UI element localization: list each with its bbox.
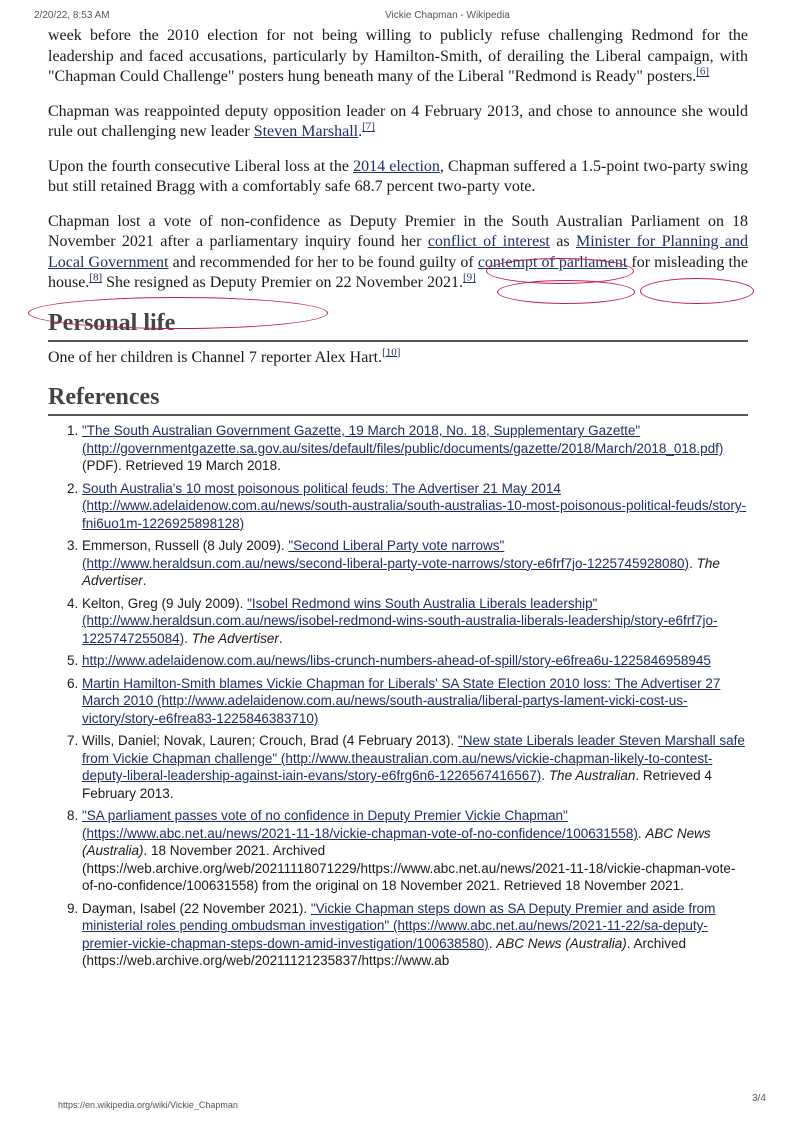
reference-text: Dayman, Isabel (22 November 2021). — [82, 900, 311, 916]
references-list — [48, 422, 748, 970]
link-conflict-of-interest[interactable]: conflict of interest — [427, 233, 550, 250]
paragraph-text: for misleading the house. — [48, 253, 748, 291]
reference-publisher: ABC News (Australia) — [496, 935, 627, 951]
reference-text: . — [541, 768, 549, 783]
citation-9[interactable]: [9] — [462, 271, 476, 284]
paragraph-personal — [48, 348, 748, 369]
print-title: Vickie Chapman - Wikipedia — [385, 10, 510, 21]
reference-link[interactable]: "Vickie Chapman steps down as SA Deputy Premier and aside from ministerial roles pending ombudsman investigation" (https://www.abc.net.au/news/2021-11-22/sa-deputy-premier-vickie-chapman-steps-down-amid-investigation/100638580) — [82, 900, 716, 951]
citation-6[interactable]: [6] — [696, 65, 710, 78]
paragraph-text: as — [549, 233, 576, 250]
reference-link[interactable]: Martin Hamilton-Smith blames Vickie Chapman for Liberals' SA State Election 2010 loss: The Advertiser 27 March 2010 (http://www.adelaidenow.com.au/news/south-australia/liberal-partys-lament-vicki-cost-us-victory/story-e6frea83-1225846383710) — [82, 675, 721, 726]
reference-link[interactable]: "Second Liberal Party vote narrows" (http://www.heraldsun.com.au/news/second-liberal-party-vote-narrows/story-e6frf7jo-1225745928080) — [82, 538, 690, 571]
reference-link[interactable]: South Australia's 10 most poisonous political feuds: The Advertiser 21 May 2014 (http://www.adelaidenow.com.au/news/south-australia/south-australias-10-most-poisonous-political-feuds/story-fni6uo1m-1226925898128) — [82, 480, 747, 531]
paragraph-deputy — [48, 102, 748, 143]
reference-item — [82, 422, 748, 475]
reference-publisher: The Advertiser — [191, 630, 279, 646]
citation-10[interactable]: [10] — [382, 346, 401, 359]
paragraph-text: , Chapman suffered a 1.5-point two-party swing but still retained Bragg with a comfortably safe 68.7 percent two-party vote. — [48, 157, 748, 195]
reference-link[interactable]: http://www.adelaidenow.com.au/news/libs-crunch-numbers-ahead-of-spill/story-e6frea6u-1225846958945 — [82, 653, 711, 668]
reference-text: . Archived (https://web.archive.org/web/20211121235837/https://www.ab — [82, 935, 687, 968]
paragraph-leadership — [48, 26, 748, 88]
paragraph-text: and recommended for her to be found guilty of — [168, 253, 478, 271]
link-contempt-of-parliament[interactable]: contempt of parliament — [477, 253, 628, 271]
reference-item — [82, 732, 748, 802]
reference-item — [82, 537, 748, 590]
reference-item — [82, 900, 748, 970]
citation-8[interactable]: [8] — [89, 271, 103, 284]
paragraph-2014 — [48, 157, 748, 198]
print-url: https://en.wikipedia.org/wiki/Vickie_Chapman — [58, 1100, 238, 1110]
citation-7[interactable]: [7] — [362, 120, 375, 133]
paragraph-text: She resigned as Deputy Premier on 22 November 2021. — [102, 274, 463, 291]
link-steven-marshall[interactable]: Steven Marshall — [253, 123, 359, 140]
link-2014-election[interactable]: 2014 election — [353, 157, 440, 175]
paragraph-text: . — [358, 123, 363, 140]
paragraph-confidence — [48, 212, 748, 294]
reference-text: (PDF). Retrieved 19 March 2018. — [82, 458, 281, 473]
link-minister-planning[interactable]: Minister for Planning and Local Government — [48, 233, 748, 271]
print-footer — [0, 1093, 794, 1114]
reference-publisher: The Australian — [548, 768, 636, 783]
reference-publisher: ABC News (Australia) — [82, 825, 711, 858]
reference-text: . — [184, 630, 192, 646]
paragraph-text: Chapman lost a vote of non-confidence as Deputy Premier in the South Australian Parliament on 18 November 2021 after a parliamentary inquiry found her — [48, 212, 748, 250]
paragraph-text: week before the 2010 election for not being willing to publicly refuse challenging Redmond for the leadership and faced accusations, particularly by Hamilton-Smith, of derailing the Liberal campaign, with "Chapman Could Challenge" posters hung beneath many of the Liberal "Redmond is Ready" posters. — [48, 27, 748, 85]
reference-link[interactable]: "The South Australian Government Gazette, 19 March 2018, No. 18, Supplementary Gazette" (http://governmentgazette.sa.gov.au/sites/default/files/public/documents/gazette/2018/March/2018_018.pdf) — [82, 423, 724, 456]
print-header — [0, 10, 794, 24]
paragraph-text: One of her children is Channel 7 reporter Alex Hart. — [48, 348, 383, 366]
reference-link[interactable]: "Isobel Redmond wins South Australia Liberals leadership" (http://www.heraldsun.com.au/news/isobel-redmond-wins-south-australia-liberals-leadership/story-e6frf7jo-1225747255084) — [82, 595, 718, 646]
heading-references: References — [48, 384, 748, 416]
heading-personal-life: Personal life — [48, 310, 748, 342]
reference-text: . — [142, 573, 147, 588]
article-content — [48, 26, 748, 975]
reference-link[interactable]: "SA parliament passes vote of no confidence in Deputy Premier Vickie Chapman" (https://www.abc.net.au/news/2021-11-18/vickie-chapman-vote-of-no-confidence/100631558) — [82, 808, 638, 841]
reference-item — [82, 480, 748, 533]
reference-publisher: The Advertiser — [82, 555, 720, 588]
reference-text: Wills, Daniel; Novak, Lauren; Crouch, Brad (4 February 2013). — [82, 733, 458, 748]
reference-item — [82, 652, 748, 670]
reference-text: . — [689, 555, 697, 571]
reference-text: . — [488, 935, 497, 951]
reference-text: . — [637, 825, 646, 841]
paragraph-text: Chapman was reappointed deputy opposition leader on 4 February 2013, and chose to announce she would rule out challenging new leader — [48, 102, 748, 140]
reference-item — [82, 807, 748, 895]
reference-link[interactable]: "New state Liberals leader Steven Marshall safe from Vickie Chapman challenge" (http://www.theaustralian.com.au/news/vickie-chapman-likely-to-contest-deputy-liberal-leadership-against-iain-evans/story-e6frg6n6-1226567416567) — [82, 733, 745, 783]
reference-item — [82, 675, 748, 728]
reference-text: . 18 November 2021. Archived (https://web.archive.org/web/20211118071229/https://www.abc.net.au/news/2021-11-18/vickie-chapman-vote-of-no-confidence/100631558) from the original on 18 November 2021. Retrieved 18 November 2021. — [82, 843, 736, 893]
reference-text: . Retrieved 4 February 2013. — [82, 768, 712, 801]
print-date: 2/20/22, 8:53 AM — [34, 10, 110, 21]
paragraph-text: Upon the fourth consecutive Liberal loss at the — [48, 157, 354, 175]
reference-text: Emmerson, Russell (8 July 2009). — [82, 538, 289, 553]
reference-item — [82, 595, 748, 648]
reference-text: . — [278, 630, 283, 646]
reference-text: Kelton, Greg (9 July 2009). — [82, 595, 248, 611]
page-number: 3/4 — [752, 1093, 766, 1104]
